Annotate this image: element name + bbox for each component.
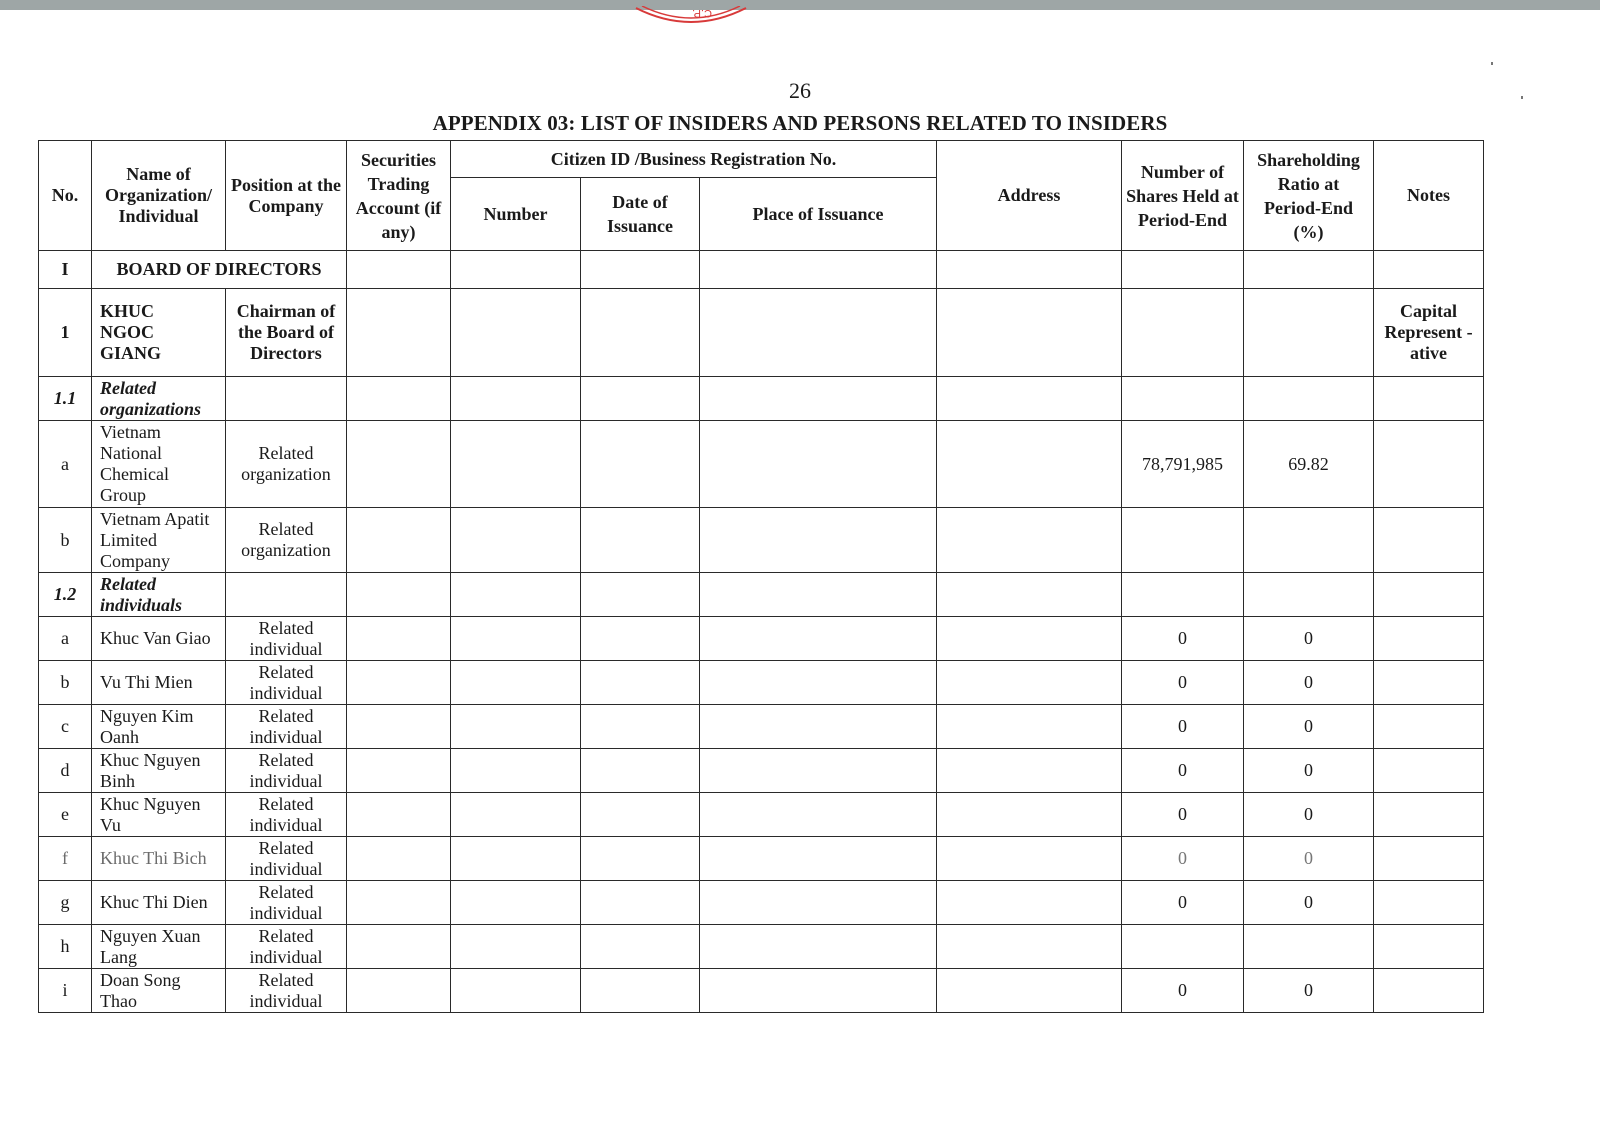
empty-cell xyxy=(1374,881,1484,925)
page-title: APPENDIX 03: LIST OF INSIDERS AND PERSONS RELATED TO INSIDERS xyxy=(432,111,1168,135)
empty-cell xyxy=(937,421,1122,508)
section-row xyxy=(39,251,1484,289)
empty-cell xyxy=(1374,749,1484,793)
empty-cell xyxy=(700,969,937,1013)
empty-cell xyxy=(581,377,700,421)
empty-cell xyxy=(451,421,581,508)
empty-cell xyxy=(581,705,700,749)
row-shares: 0 xyxy=(1122,793,1244,837)
row-name: Nguyen Xuan Lang xyxy=(92,925,226,969)
empty-cell xyxy=(451,573,581,617)
empty-cell xyxy=(581,837,700,881)
insider-name: KHUC NGOC GIANG xyxy=(92,289,226,377)
empty-cell xyxy=(347,705,451,749)
row-position: Related individual xyxy=(226,617,347,661)
section-title: BOARD OF DIRECTORS xyxy=(92,251,347,289)
empty-cell xyxy=(581,508,700,573)
table-row xyxy=(39,793,1484,837)
empty-cell xyxy=(347,793,451,837)
empty-cell xyxy=(581,289,700,377)
empty-cell xyxy=(581,251,700,289)
row-shares: 0 xyxy=(1122,661,1244,705)
insiders-table xyxy=(38,140,1484,1013)
table-row xyxy=(39,508,1484,573)
empty-cell xyxy=(1374,793,1484,837)
subsection-no: 1.2 xyxy=(39,573,92,617)
subsection-title: Related organizations xyxy=(92,377,226,421)
empty-cell xyxy=(937,793,1122,837)
empty-cell xyxy=(581,421,700,508)
empty-cell xyxy=(451,793,581,837)
row-name: Doan Song Thao xyxy=(92,969,226,1013)
empty-cell xyxy=(451,289,581,377)
empty-cell xyxy=(347,881,451,925)
subsection-no: 1.1 xyxy=(39,377,92,421)
row-no: b xyxy=(39,661,92,705)
row-name: Khuc Nguyen Binh xyxy=(92,749,226,793)
empty-cell xyxy=(226,573,347,617)
empty-cell xyxy=(1244,289,1374,377)
empty-cell xyxy=(937,508,1122,573)
empty-cell xyxy=(347,661,451,705)
row-no: i xyxy=(39,969,92,1013)
row-name: Khuc Nguyen Vu xyxy=(92,793,226,837)
header-name: Name of Organization/ Individual xyxy=(92,141,226,251)
table-row xyxy=(39,661,1484,705)
empty-cell xyxy=(1374,377,1484,421)
empty-cell xyxy=(937,661,1122,705)
empty-cell xyxy=(700,925,937,969)
empty-cell xyxy=(347,421,451,508)
empty-cell xyxy=(937,289,1122,377)
row-ratio: 0 xyxy=(1244,705,1374,749)
empty-cell xyxy=(1374,573,1484,617)
row-name: Khuc Thi Dien xyxy=(92,881,226,925)
empty-cell xyxy=(937,251,1122,289)
row-name: Nguyen Kim Oanh xyxy=(92,705,226,749)
header-securities-account: Securities Trading Account (if any) xyxy=(347,141,451,251)
empty-cell xyxy=(347,969,451,1013)
subsection-row xyxy=(39,377,1484,421)
header-shareholding-ratio: Shareholding Ratio at Period-End (%) xyxy=(1244,141,1374,251)
row-ratio: 0 xyxy=(1244,969,1374,1013)
row-shares: 0 xyxy=(1122,705,1244,749)
header-address: Address xyxy=(937,141,1122,251)
empty-cell xyxy=(581,617,700,661)
row-ratio: 0 xyxy=(1244,617,1374,661)
empty-cell xyxy=(451,837,581,881)
row-name: Vietnam National Chemical Group xyxy=(92,421,226,508)
empty-cell xyxy=(937,925,1122,969)
empty-cell xyxy=(451,925,581,969)
row-ratio: 0 xyxy=(1244,661,1374,705)
empty-cell xyxy=(1244,377,1374,421)
header-no: No. xyxy=(39,141,92,251)
row-no: c xyxy=(39,705,92,749)
row-position: Related individual xyxy=(226,837,347,881)
row-position: Related individual xyxy=(226,749,347,793)
table-row xyxy=(39,421,1484,508)
empty-cell xyxy=(1122,251,1244,289)
row-position: Related individual xyxy=(226,925,347,969)
empty-cell xyxy=(451,508,581,573)
empty-cell xyxy=(700,251,937,289)
empty-cell xyxy=(581,749,700,793)
row-ratio: 69.82 xyxy=(1244,421,1374,508)
header-number: Number xyxy=(451,178,581,251)
row-shares: 0 xyxy=(1122,617,1244,661)
empty-cell xyxy=(1122,289,1244,377)
row-no: e xyxy=(39,793,92,837)
row-position: Related individual xyxy=(226,705,347,749)
empty-cell xyxy=(451,377,581,421)
empty-cell xyxy=(451,881,581,925)
empty-cell xyxy=(451,661,581,705)
empty-cell xyxy=(581,881,700,925)
row-shares: 0 xyxy=(1122,969,1244,1013)
empty-cell xyxy=(1122,377,1244,421)
table-row xyxy=(39,617,1484,661)
row-position: Related individual xyxy=(226,793,347,837)
empty-cell xyxy=(937,749,1122,793)
empty-cell xyxy=(347,925,451,969)
insider-no: 1 xyxy=(39,289,92,377)
empty-cell xyxy=(1374,251,1484,289)
empty-cell xyxy=(1374,925,1484,969)
empty-cell xyxy=(1122,573,1244,617)
empty-cell xyxy=(700,573,937,617)
empty-cell xyxy=(700,377,937,421)
row-shares xyxy=(1122,925,1244,969)
row-shares: 0 xyxy=(1122,837,1244,881)
empty-cell xyxy=(700,881,937,925)
header-shares-held: Number of Shares Held at Period-End xyxy=(1122,141,1244,251)
row-name: Khuc Thi Bich xyxy=(92,837,226,881)
insider-position: Chairman of the Board of Directors xyxy=(226,289,347,377)
empty-cell xyxy=(347,573,451,617)
empty-cell xyxy=(581,793,700,837)
row-position: Related organization xyxy=(226,421,347,508)
empty-cell xyxy=(451,705,581,749)
row-shares: 0 xyxy=(1122,881,1244,925)
empty-cell xyxy=(347,749,451,793)
empty-cell xyxy=(347,289,451,377)
empty-cell xyxy=(700,793,937,837)
row-name: Vu Thi Mien xyxy=(92,661,226,705)
empty-cell xyxy=(937,837,1122,881)
empty-cell xyxy=(1374,661,1484,705)
row-no: a xyxy=(39,617,92,661)
empty-cell xyxy=(937,377,1122,421)
empty-cell xyxy=(937,573,1122,617)
subsection-title: Related individuals xyxy=(92,573,226,617)
subsection-row xyxy=(39,573,1484,617)
insider-notes: Capital Represent -ative xyxy=(1374,289,1484,377)
row-shares xyxy=(1122,508,1244,573)
table-row xyxy=(39,881,1484,925)
row-position: Related individual xyxy=(226,661,347,705)
company-seal-stamp xyxy=(632,6,750,26)
empty-cell xyxy=(937,705,1122,749)
empty-cell xyxy=(937,881,1122,925)
table-row xyxy=(39,925,1484,969)
empty-cell xyxy=(700,617,937,661)
empty-cell xyxy=(700,661,937,705)
row-ratio: 0 xyxy=(1244,881,1374,925)
empty-cell xyxy=(1374,837,1484,881)
empty-cell xyxy=(700,837,937,881)
empty-cell xyxy=(451,749,581,793)
row-no: a xyxy=(39,421,92,508)
empty-cell xyxy=(581,925,700,969)
empty-cell xyxy=(1374,508,1484,573)
empty-cell xyxy=(451,969,581,1013)
empty-cell xyxy=(700,749,937,793)
section-no: I xyxy=(39,251,92,289)
empty-cell xyxy=(1374,705,1484,749)
scan-speck xyxy=(1491,62,1493,65)
empty-cell xyxy=(700,421,937,508)
empty-cell xyxy=(1244,573,1374,617)
table-row xyxy=(39,969,1484,1013)
scan-top-edge xyxy=(0,0,1600,10)
empty-cell xyxy=(1374,969,1484,1013)
row-shares: 78,791,985 xyxy=(1122,421,1244,508)
row-shares: 0 xyxy=(1122,749,1244,793)
row-position: Related organization xyxy=(226,508,347,573)
empty-cell xyxy=(700,705,937,749)
empty-cell xyxy=(347,251,451,289)
row-ratio xyxy=(1244,925,1374,969)
empty-cell xyxy=(1374,421,1484,508)
empty-cell xyxy=(347,837,451,881)
row-no: d xyxy=(39,749,92,793)
empty-cell xyxy=(937,617,1122,661)
row-ratio: 0 xyxy=(1244,749,1374,793)
empty-cell xyxy=(700,289,937,377)
empty-cell xyxy=(226,377,347,421)
empty-cell xyxy=(347,617,451,661)
row-ratio: 0 xyxy=(1244,837,1374,881)
row-ratio xyxy=(1244,508,1374,573)
row-no: h xyxy=(39,925,92,969)
empty-cell xyxy=(1374,617,1484,661)
insider-row xyxy=(39,289,1484,377)
empty-cell xyxy=(937,969,1122,1013)
row-ratio: 0 xyxy=(1244,793,1374,837)
row-position: Related individual xyxy=(226,881,347,925)
header-position: Position at the Company xyxy=(226,141,347,251)
empty-cell xyxy=(700,508,937,573)
row-no: b xyxy=(39,508,92,573)
empty-cell xyxy=(581,969,700,1013)
empty-cell xyxy=(451,617,581,661)
table-row xyxy=(39,705,1484,749)
row-name: Khuc Van Giao xyxy=(92,617,226,661)
header-place-of-issuance: Place of Issuance xyxy=(700,178,937,251)
header-notes: Notes xyxy=(1374,141,1484,251)
table-row xyxy=(39,749,1484,793)
row-no: g xyxy=(39,881,92,925)
empty-cell xyxy=(581,573,700,617)
empty-cell xyxy=(581,661,700,705)
svg-text:C.P.: C.P. xyxy=(692,7,712,19)
row-name: Vietnam Apatit Limited Company xyxy=(92,508,226,573)
row-no: f xyxy=(39,837,92,881)
page-number: 26 xyxy=(789,78,811,103)
table-row xyxy=(39,837,1484,881)
empty-cell xyxy=(347,377,451,421)
empty-cell xyxy=(347,508,451,573)
header-citizen-id-group: Citizen ID /Business Registration No. xyxy=(451,141,937,178)
header-date-of-issuance: Date of Issuance xyxy=(581,178,700,251)
row-position: Related individual xyxy=(226,969,347,1013)
empty-cell xyxy=(1244,251,1374,289)
empty-cell xyxy=(451,251,581,289)
